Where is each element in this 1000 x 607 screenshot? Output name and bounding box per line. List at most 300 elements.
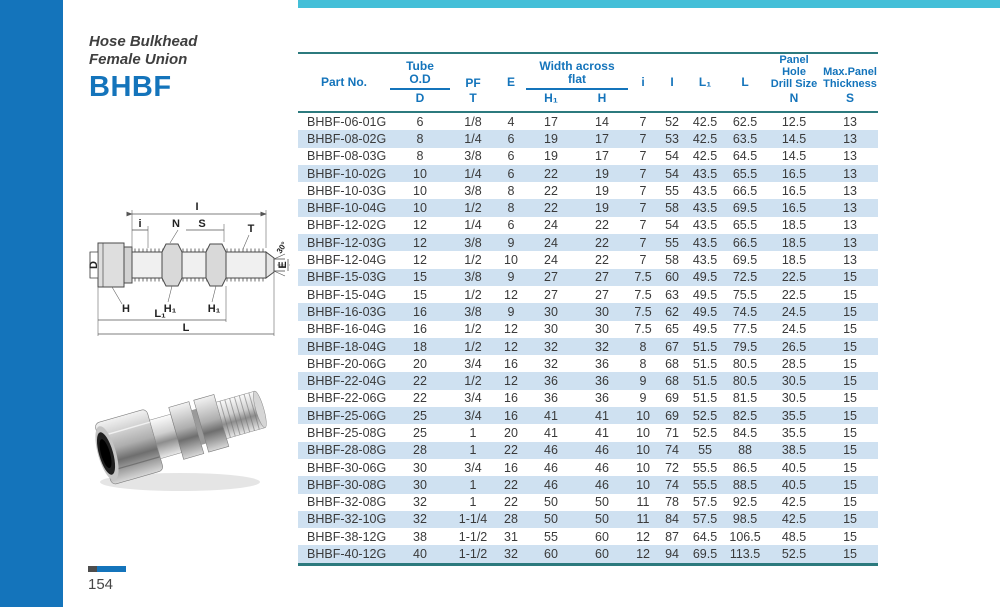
value-cell: 28.5 [781,356,807,371]
col-N: N [766,91,822,112]
value-cell: 19 [544,149,558,164]
value-cell: 1/2 [464,253,482,268]
value-cell: 7 [639,253,647,268]
value-cell: 60 [526,545,576,564]
value-cell: 87 [665,529,679,544]
value-cell: 40 [390,545,450,564]
value-cell: 78 [665,495,679,510]
value-cell: 10 [504,253,518,268]
value-cell: 69 [665,391,679,406]
col-tube-od: Tube O.D [390,53,450,91]
model-code: BHBF [89,71,172,103]
col-tube-od-D: D [390,91,450,112]
value-cell: 19 [595,166,609,181]
part-no-cell: BHBF-25-08G [307,425,387,440]
value-cell: 18 [413,339,427,354]
dim-H1-label-2: H₁ [207,303,221,315]
technical-drawing [88,190,296,342]
value-cell: 22.5 [781,287,807,302]
value-cell: 43.5 [692,166,718,181]
value-cell: 82.5 [732,408,758,423]
value-cell: 24 [544,218,558,233]
value-cell: 14.5 [781,149,807,164]
value-cell: 7 [639,114,647,129]
col-L1: L₁ [686,53,724,112]
value-cell: 8 [416,149,424,164]
value-cell: 3/8 [464,235,482,250]
value-cell: 22 [504,443,518,458]
value-cell: 30 [544,304,558,319]
value-cell: 8 [416,131,424,146]
value-cell: 36 [595,374,609,389]
value-cell: 7 [639,183,647,198]
value-cell: 18.5 [781,235,807,250]
value-cell: 3/8 [464,183,482,198]
value-cell: 68 [665,356,679,371]
part-no-cell: BHBF-28-08G [307,443,387,458]
value-cell: 15 [843,495,857,510]
footer-accent-bar [88,566,126,572]
value-cell: 113.5 [724,545,766,564]
value-cell: 43.5 [692,235,718,250]
value-cell: 58 [665,253,679,268]
value-cell: 54 [665,218,679,233]
value-cell: 9 [639,374,647,389]
col-pf: PF [465,76,481,90]
table-row [298,148,878,165]
table-row [298,511,878,528]
value-cell: 16 [504,460,518,475]
table-row [298,390,878,407]
value-cell: 69.5 [732,201,758,216]
value-cell: 15 [843,287,857,302]
value-cell: 63.5 [732,131,758,146]
value-cell: 24.5 [781,322,807,337]
value-cell: 16.5 [781,166,807,181]
value-cell: 32 [413,512,427,527]
table-row [298,286,878,303]
value-cell: 12 [504,322,518,337]
value-cell: 1/2 [464,201,482,216]
table-row [298,372,878,389]
table-row [298,321,878,338]
value-cell: 75.5 [732,287,758,302]
value-cell: 1 [469,443,477,458]
value-cell: 43.5 [692,253,718,268]
value-cell: 16.5 [781,183,807,198]
value-cell: 22 [595,218,609,233]
value-cell: 12 [628,545,658,564]
value-cell: 30.5 [781,391,807,406]
value-cell: 12 [413,253,427,268]
value-cell: 77.5 [732,322,758,337]
value-cell: 65.5 [732,166,758,181]
value-cell: 15 [413,270,427,285]
part-no-cell: BHBF-10-02G [307,166,387,181]
value-cell: 25 [413,408,427,423]
value-cell: 18.5 [781,218,807,233]
col-width-across-flat: Width across flat [526,53,628,91]
value-cell: 1/2 [464,322,482,337]
value-cell: 32 [544,356,558,371]
value-cell: 7.5 [634,287,652,302]
value-cell: 6 [507,166,515,181]
value-cell: 60 [576,545,628,564]
value-cell: 13 [843,183,857,198]
value-cell: 10 [636,477,650,492]
value-cell: 1-1/2 [458,529,488,544]
value-cell: 38 [413,529,427,544]
value-cell: 58 [665,201,679,216]
value-cell: 62.5 [732,114,758,129]
value-cell: 7 [639,166,647,181]
value-cell: 3/8 [464,270,482,285]
value-cell: 27 [544,270,558,285]
value-cell: 30 [413,460,427,475]
dim-L1-label: L₁ [154,308,166,320]
part-no-cell: BHBF-32-10G [307,512,387,527]
hex-collar-2 [206,244,226,286]
value-cell: 22 [544,183,558,198]
value-cell: 55 [698,443,712,458]
value-cell: 64.5 [732,149,758,164]
hex-collar-1 [162,244,182,286]
table-row [298,234,878,251]
value-cell: 22 [413,374,427,389]
value-cell: 13 [843,114,857,129]
part-no-cell: BHBF-30-06G [307,460,387,475]
value-cell: 7 [639,218,647,233]
dim-angle-label: 30° [274,240,289,256]
value-cell: 17 [544,114,558,129]
table-row [298,199,878,216]
value-cell: 12 [504,374,518,389]
value-cell: 43.5 [692,183,718,198]
value-cell: 51.5 [692,374,718,389]
value-cell: 13 [843,149,857,164]
part-no-cell: BHBF-30-08G [307,477,387,492]
table-row [298,303,878,320]
value-cell: 7.5 [634,270,652,285]
value-cell: 50 [544,512,558,527]
value-cell: 46 [544,443,558,458]
value-cell: 36 [595,356,609,371]
value-cell: 1/4 [464,166,482,181]
value-cell: 15 [843,443,857,458]
value-cell: 15 [843,477,857,492]
value-cell: 69.5 [686,545,724,564]
value-cell: 24.5 [781,304,807,319]
top-accent-bar [298,0,1000,8]
value-cell: 52 [665,114,679,129]
table-row [298,182,878,199]
value-cell: 36 [595,391,609,406]
table-row [298,407,878,424]
value-cell: 51.5 [692,339,718,354]
value-cell: 9 [507,270,515,285]
value-cell: 1-1/4 [458,512,488,527]
value-cell: 49.5 [692,287,718,302]
left-accent-band [0,0,63,607]
dim-I-label: I [195,201,199,213]
value-cell: 38.5 [781,443,807,458]
value-cell: 11 [636,495,650,510]
value-cell: 22 [544,201,558,216]
value-cell: 15 [843,512,857,527]
value-cell: 32 [595,339,609,354]
value-cell: 14.5 [781,131,807,146]
value-cell: 69.5 [732,253,758,268]
parts-table [298,52,878,566]
value-cell: 48.5 [781,529,807,544]
value-cell: 13 [843,253,857,268]
table-row [298,459,878,476]
value-cell: 12 [413,235,427,250]
value-cell: 18.5 [781,253,807,268]
value-cell: 1/2 [464,287,482,302]
value-cell: 24 [544,235,558,250]
part-no-cell: BHBF-16-03G [307,304,387,319]
value-cell: 69 [665,408,679,423]
value-cell: 22 [544,166,558,181]
value-cell: 6 [507,218,515,233]
value-cell: 15 [843,322,857,337]
fitting-body [90,378,273,487]
value-cell: 25 [413,425,427,440]
col-L: L [724,53,766,112]
part-no-cell: BHBF-10-03G [307,183,387,198]
value-cell: 86.5 [732,460,758,475]
value-cell: 16.5 [781,201,807,216]
table-row [298,528,878,545]
value-cell: 49.5 [692,304,718,319]
value-cell: 54 [665,166,679,181]
value-cell: 88 [738,443,752,458]
value-cell: 12 [504,339,518,354]
part-no-cell: BHBF-40-12G [298,545,390,564]
value-cell: 14 [595,114,609,129]
value-cell: 57.5 [692,495,718,510]
value-cell: 74.5 [732,304,758,319]
part-no-cell: BHBF-22-04G [307,374,387,389]
value-cell: 66.5 [732,235,758,250]
value-cell: 15 [843,374,857,389]
value-cell: 46 [595,460,609,475]
col-H: H [576,91,628,112]
value-cell: 41 [544,408,558,423]
value-cell: 51.5 [692,356,718,371]
table-row [298,217,878,234]
col-H1: H₁ [526,91,576,112]
part-no-cell: BHBF-12-03G [307,235,387,250]
body-shaft [132,252,266,278]
value-cell: 46 [595,477,609,492]
value-cell: 42.5 [692,114,718,129]
value-cell: 22 [595,253,609,268]
value-cell: 3/4 [464,391,482,406]
value-cell: 1-1/2 [450,545,496,564]
value-cell: 10 [636,408,650,423]
table-row [298,165,878,182]
value-cell: 17 [595,131,609,146]
value-cell: 30 [595,304,609,319]
value-cell: 49.5 [692,322,718,337]
value-cell: 8 [507,183,515,198]
value-cell: 22 [595,235,609,250]
value-cell: 19 [595,201,609,216]
value-cell: 31 [504,529,518,544]
value-cell: 51.5 [692,391,718,406]
value-cell: 8 [507,201,515,216]
value-cell: 72.5 [732,270,758,285]
value-cell: 71 [665,425,679,440]
value-cell: 55 [665,183,679,198]
value-cell: 15 [843,339,857,354]
table-row [298,269,878,286]
value-cell: 30 [544,322,558,337]
part-no-cell: BHBF-12-02G [307,218,387,233]
nut [98,243,124,287]
value-cell: 30 [413,477,427,492]
value-cell: 7 [639,235,647,250]
value-cell: 43.5 [692,218,718,233]
value-cell: 9 [639,391,647,406]
title-block [89,33,197,102]
value-cell: 46 [544,477,558,492]
value-cell: 57.5 [692,512,718,527]
value-cell: 22 [504,477,518,492]
part-no-cell: BHBF-25-06G [307,408,387,423]
part-no-cell: BHBF-08-03G [307,149,387,164]
value-cell: 19 [595,183,609,198]
value-cell: 65.5 [732,218,758,233]
value-cell: 15 [413,287,427,302]
dim-H1-label: H₁ [163,303,177,315]
value-cell: 41 [595,425,609,440]
value-cell: 20 [504,425,518,440]
value-cell: 1 [469,495,477,510]
part-no-cell: BHBF-15-04G [307,287,387,302]
value-cell: 65 [665,322,679,337]
value-cell: 6 [416,114,424,129]
value-cell: 3/4 [464,408,482,423]
value-cell: 28 [413,443,427,458]
value-cell: 27 [595,287,609,302]
product-photo [84,368,279,498]
value-cell: 16 [504,391,518,406]
col-I: I [658,53,686,112]
col-panel-hole: Panel Hole Drill Size [770,54,818,90]
value-cell: 7.5 [634,322,652,337]
value-cell: 12 [413,218,427,233]
value-cell: 30.5 [781,374,807,389]
value-cell: 60 [665,270,679,285]
value-cell: 17 [595,149,609,164]
value-cell: 62 [665,304,679,319]
value-cell: 7 [639,201,647,216]
value-cell: 72 [665,460,679,475]
value-cell: 16 [504,408,518,423]
part-no-cell: BHBF-06-01G [307,114,387,129]
table-row [298,251,878,268]
value-cell: 46 [595,443,609,458]
value-cell: 1 [469,425,477,440]
value-cell: 53 [665,131,679,146]
value-cell: 40.5 [781,460,807,475]
value-cell: 55 [544,529,558,544]
value-cell: 13 [843,166,857,181]
value-cell: 10 [636,443,650,458]
value-cell: 64.5 [692,529,718,544]
table-row [298,338,878,355]
value-cell: 41 [544,425,558,440]
value-cell: 1/2 [464,374,482,389]
value-cell: 11 [636,512,650,527]
value-cell: 1/4 [464,131,482,146]
value-cell: 55 [665,235,679,250]
part-no-cell: BHBF-10-04G [307,201,387,216]
table-row [298,494,878,511]
dim-T-label: T [247,223,255,235]
value-cell: 68 [665,374,679,389]
value-cell: 9 [507,304,515,319]
value-cell: 10 [413,201,427,216]
value-cell: 50 [544,495,558,510]
value-cell: 1/4 [464,218,482,233]
col-pf-T: T [450,91,496,112]
value-cell: 98.5 [732,512,758,527]
value-cell: 32 [413,495,427,510]
value-cell: 22.5 [781,270,807,285]
value-cell: 13 [843,201,857,216]
value-cell: 55.5 [692,460,718,475]
value-cell: 12 [504,287,518,302]
part-no-cell: BHBF-38-12G [307,529,387,544]
value-cell: 3/8 [464,304,482,319]
table-row [298,476,878,493]
value-cell: 12 [636,529,650,544]
value-cell: 50 [595,512,609,527]
tip-chamfer [266,252,274,278]
value-cell: 92.5 [732,495,758,510]
value-cell: 27 [595,270,609,285]
value-cell: 52.5 [766,545,822,564]
value-cell: 54 [665,149,679,164]
value-cell: 3/8 [464,149,482,164]
part-no-cell: BHBF-20-06G [307,356,387,371]
part-no-cell: BHBF-16-04G [307,322,387,337]
value-cell: 67 [665,339,679,354]
value-cell: 16 [504,356,518,371]
table-body [298,112,878,564]
part-no-cell: BHBF-32-08G [307,495,387,510]
value-cell: 9 [507,235,515,250]
value-cell: 35.5 [781,425,807,440]
dim-D-label: D [88,261,100,269]
value-cell: 16 [413,304,427,319]
value-cell: 66.5 [732,183,758,198]
value-cell: 15 [843,408,857,423]
value-cell: 88.5 [732,477,758,492]
value-cell: 24 [544,253,558,268]
value-cell: 7 [639,131,647,146]
dim-S-label: S [198,218,206,230]
dim-i-label: i [138,218,142,230]
value-cell: 13 [843,131,857,146]
value-cell: 22 [413,391,427,406]
value-cell: 63 [665,287,679,302]
value-cell: 15 [843,460,857,475]
